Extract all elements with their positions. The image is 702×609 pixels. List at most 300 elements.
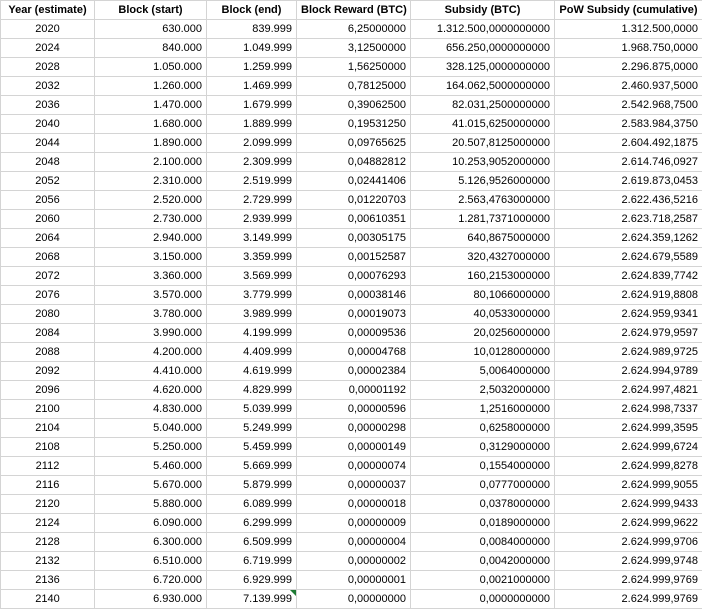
cell-year[interactable] [1, 39, 95, 58]
cell-block-end-value: 6.719.999 [243, 555, 292, 567]
cell-pow-cumulative[interactable] [555, 229, 702, 248]
cell-pow-cumulative-value: 2.583.984,3750 [622, 118, 698, 130]
cell-subsidy[interactable] [411, 400, 555, 419]
cell-pow-cumulative[interactable] [555, 191, 702, 210]
cell-year[interactable] [1, 419, 95, 438]
cell-block-reward[interactable] [297, 495, 411, 514]
cell-block-reward[interactable] [297, 267, 411, 286]
cell-year-value: 2120 [35, 498, 59, 510]
cell-pow-cumulative[interactable] [555, 476, 702, 495]
cell-block-end-value: 839.999 [252, 23, 292, 35]
cell-subsidy-value: 0,1554000000 [480, 460, 550, 472]
cell-year[interactable] [1, 514, 95, 533]
cell-block-reward-value: 0,00000074 [348, 460, 406, 472]
cell-year[interactable] [1, 286, 95, 305]
table-row [1, 267, 702, 286]
cell-block-end-value: 2.519.999 [243, 175, 292, 187]
cell-block-reward[interactable] [297, 191, 411, 210]
cell-block-end[interactable] [207, 533, 297, 552]
cell-block-start-value: 2.310.000 [153, 175, 202, 187]
cell-pow-cumulative-value: 2.622.436,5216 [622, 194, 698, 206]
cell-year[interactable] [1, 362, 95, 381]
cell-block-reward[interactable] [297, 590, 411, 609]
cell-block-end[interactable] [207, 248, 297, 267]
table-row [1, 39, 702, 58]
cell-subsidy[interactable] [411, 381, 555, 400]
cell-block-start[interactable] [95, 20, 207, 39]
table-row [1, 514, 702, 533]
cell-year[interactable] [1, 400, 95, 419]
cell-year[interactable] [1, 495, 95, 514]
cell-year[interactable] [1, 153, 95, 172]
cell-pow-cumulative[interactable] [555, 381, 702, 400]
cell-block-start[interactable] [95, 362, 207, 381]
cell-block-end[interactable] [207, 115, 297, 134]
cell-block-reward[interactable] [297, 229, 411, 248]
cell-block-start[interactable] [95, 476, 207, 495]
cell-pow-cumulative[interactable] [555, 571, 702, 590]
cell-block-end[interactable] [207, 286, 297, 305]
cell-block-end[interactable] [207, 343, 297, 362]
cell-block-end-value: 3.359.999 [243, 251, 292, 263]
cell-subsidy[interactable] [411, 172, 555, 191]
cell-block-reward-value: 0,00000018 [348, 498, 406, 510]
cell-pow-cumulative[interactable] [555, 495, 702, 514]
cell-subsidy-value: 0,3129000000 [480, 441, 550, 453]
cell-block-start[interactable] [95, 39, 207, 58]
cell-block-reward[interactable] [297, 286, 411, 305]
cell-block-end-value: 2.729.999 [243, 194, 292, 206]
cell-block-start[interactable] [95, 381, 207, 400]
cell-block-reward[interactable] [297, 476, 411, 495]
cell-subsidy-value: 0,0189000000 [480, 517, 550, 529]
cell-block-start[interactable] [95, 495, 207, 514]
cell-year[interactable] [1, 58, 95, 77]
cell-year[interactable] [1, 552, 95, 571]
cell-block-reward-value: 0,00000001 [348, 574, 406, 586]
cell-block-end-value: 6.299.999 [243, 517, 292, 529]
cell-block-end[interactable] [207, 400, 297, 419]
cell-pow-cumulative-value: 2.614.746,0927 [622, 156, 698, 168]
cell-subsidy[interactable] [411, 58, 555, 77]
cell-pow-cumulative[interactable] [555, 324, 702, 343]
cell-block-end-value: 1.259.999 [243, 61, 292, 73]
cell-year-value: 2124 [35, 517, 59, 529]
cell-block-end-value: 1.049.999 [243, 42, 292, 54]
table-row [1, 58, 702, 77]
cell-year-value: 2044 [35, 137, 59, 149]
cell-subsidy-value: 0,0777000000 [480, 479, 550, 491]
cell-block-end-value: 4.199.999 [243, 327, 292, 339]
cell-block-start-value: 6.720.000 [153, 574, 202, 586]
cell-pow-cumulative[interactable] [555, 172, 702, 191]
cell-block-end[interactable] [207, 267, 297, 286]
cell-block-reward[interactable] [297, 210, 411, 229]
cell-block-end[interactable] [207, 514, 297, 533]
cell-block-reward-value: 0,00000009 [348, 517, 406, 529]
cell-block-start-value: 4.830.000 [153, 403, 202, 415]
table-row [1, 134, 702, 153]
cell-block-start[interactable] [95, 267, 207, 286]
cell-subsidy[interactable] [411, 210, 555, 229]
cell-block-start-value: 3.990.000 [153, 327, 202, 339]
cell-pow-cumulative[interactable] [555, 134, 702, 153]
cell-pow-cumulative[interactable] [555, 590, 702, 609]
cell-block-end-value: 3.779.999 [243, 289, 292, 301]
cell-subsidy[interactable] [411, 343, 555, 362]
cell-block-start[interactable] [95, 571, 207, 590]
cell-block-start[interactable] [95, 343, 207, 362]
cell-block-end-value: 5.879.999 [243, 479, 292, 491]
cell-block-reward-value: 0,00000000 [348, 593, 406, 605]
cell-block-start[interactable] [95, 324, 207, 343]
cell-block-start[interactable] [95, 191, 207, 210]
cell-year-value: 2116 [36, 479, 60, 491]
cell-pow-cumulative-value: 2.624.999,9748 [622, 555, 698, 567]
cell-block-reward[interactable] [297, 115, 411, 134]
cell-block-start-value: 3.150.000 [153, 251, 202, 263]
cell-subsidy[interactable] [411, 457, 555, 476]
cell-block-reward-value: 0,00000002 [348, 555, 406, 567]
cell-block-reward[interactable] [297, 172, 411, 191]
cell-block-end-value: 1.679.999 [243, 99, 292, 111]
cell-year-value: 2032 [35, 80, 59, 92]
cell-pow-cumulative[interactable] [555, 305, 702, 324]
header-subsidy[interactable]: Subsidy (BTC) [411, 1, 555, 20]
cell-year-value: 2092 [35, 365, 59, 377]
cell-block-end[interactable] [207, 172, 297, 191]
cell-block-reward-value: 0,00000596 [348, 403, 406, 415]
cell-subsidy[interactable] [411, 286, 555, 305]
cell-block-end-value: 5.459.999 [243, 441, 292, 453]
cell-pow-cumulative-value: 2.623.718,2587 [622, 213, 698, 225]
cell-pow-cumulative[interactable] [555, 533, 702, 552]
cell-block-end-value: 4.619.999 [243, 365, 292, 377]
cell-year-value: 2028 [35, 61, 59, 73]
cell-block-start-value: 5.460.000 [153, 460, 202, 472]
cell-subsidy[interactable] [411, 438, 555, 457]
cell-block-end[interactable] [207, 438, 297, 457]
cell-block-end[interactable] [207, 419, 297, 438]
cell-pow-cumulative[interactable] [555, 400, 702, 419]
cell-year[interactable] [1, 134, 95, 153]
cell-year[interactable] [1, 343, 95, 362]
cell-subsidy[interactable] [411, 514, 555, 533]
table-row [1, 362, 702, 381]
cell-year-value: 2056 [35, 194, 59, 206]
cell-subsidy-value: 320,4327000000 [467, 251, 550, 263]
cell-block-start[interactable] [95, 286, 207, 305]
cell-subsidy[interactable] [411, 20, 555, 39]
cell-block-end-value: 3.989.999 [243, 308, 292, 320]
cell-block-reward[interactable] [297, 39, 411, 58]
cell-year[interactable] [1, 210, 95, 229]
table-row [1, 191, 702, 210]
cell-subsidy-value: 82.031,2500000000 [452, 99, 550, 111]
cell-year-value: 2136 [35, 574, 59, 586]
cell-block-reward[interactable] [297, 134, 411, 153]
cell-pow-cumulative[interactable] [555, 115, 702, 134]
cell-pow-cumulative[interactable] [555, 153, 702, 172]
cell-block-start[interactable] [95, 533, 207, 552]
cell-block-reward-value: 0,09765625 [348, 137, 406, 149]
cell-block-end[interactable] [207, 324, 297, 343]
cell-block-end[interactable] [207, 476, 297, 495]
cell-subsidy[interactable] [411, 267, 555, 286]
cell-block-start[interactable] [95, 400, 207, 419]
cell-year[interactable] [1, 305, 95, 324]
cell-pow-cumulative[interactable] [555, 248, 702, 267]
cell-subsidy-value: 0,0084000000 [480, 536, 550, 548]
cell-subsidy[interactable] [411, 324, 555, 343]
table-row [1, 20, 702, 39]
cell-block-start[interactable] [95, 115, 207, 134]
cell-block-end[interactable] [207, 39, 297, 58]
cell-pow-cumulative[interactable] [555, 362, 702, 381]
cell-subsidy-value: 0,0000000000 [480, 593, 550, 605]
cell-pow-cumulative-value: 2.624.959,9341 [622, 308, 698, 320]
cell-block-end[interactable] [207, 590, 297, 609]
cell-block-reward-value: 0,00000004 [348, 536, 406, 548]
cell-pow-cumulative-value: 2.296.875,0000 [622, 61, 698, 73]
cell-pow-cumulative-value: 2.624.999,9769 [622, 574, 698, 586]
cell-block-start[interactable] [95, 96, 207, 115]
cell-block-end-value: 1.889.999 [243, 118, 292, 130]
cell-block-end-value: 6.929.999 [243, 574, 292, 586]
cell-block-start-value: 2.940.000 [153, 232, 202, 244]
cell-block-end[interactable] [207, 495, 297, 514]
cell-block-reward[interactable] [297, 324, 411, 343]
cell-year-value: 2068 [35, 251, 59, 263]
error-indicator-icon[interactable] [290, 590, 296, 596]
cell-pow-cumulative-value: 2.619.873,0453 [622, 175, 698, 187]
cell-block-start-value: 5.880.000 [153, 498, 202, 510]
cell-block-start[interactable] [95, 77, 207, 96]
cell-block-start[interactable] [95, 552, 207, 571]
cell-block-reward[interactable] [297, 58, 411, 77]
cell-pow-cumulative[interactable] [555, 457, 702, 476]
cell-subsidy[interactable] [411, 191, 555, 210]
cell-block-end-value: 5.249.999 [243, 422, 292, 434]
cell-year[interactable] [1, 229, 95, 248]
cell-block-end[interactable] [207, 20, 297, 39]
cell-block-reward[interactable] [297, 514, 411, 533]
cell-block-end-value: 4.409.999 [243, 346, 292, 358]
cell-block-reward[interactable] [297, 362, 411, 381]
cell-year[interactable] [1, 191, 95, 210]
cell-year[interactable] [1, 590, 95, 609]
cell-subsidy-value: 20.507,8125000000 [452, 137, 550, 149]
cell-year-value: 2064 [35, 232, 59, 244]
cell-block-end[interactable] [207, 362, 297, 381]
cell-block-end[interactable] [207, 210, 297, 229]
cell-pow-cumulative-value: 2.624.999,9622 [622, 517, 698, 529]
cell-block-end[interactable] [207, 571, 297, 590]
cell-block-end[interactable] [207, 77, 297, 96]
cell-subsidy-value: 10,0128000000 [474, 346, 550, 358]
cell-block-reward[interactable] [297, 77, 411, 96]
cell-pow-cumulative[interactable] [555, 20, 702, 39]
table-row [1, 343, 702, 362]
cell-subsidy[interactable] [411, 305, 555, 324]
cell-subsidy[interactable] [411, 590, 555, 609]
cell-block-reward[interactable] [297, 552, 411, 571]
cell-year[interactable] [1, 115, 95, 134]
header-pow-cumulative[interactable]: PoW Subsidy (cumulative) [555, 1, 702, 20]
cell-pow-cumulative-value: 1.312.500,0000 [622, 23, 698, 35]
header-block-end[interactable]: Block (end) [207, 1, 297, 20]
cell-block-end[interactable] [207, 305, 297, 324]
cell-subsidy[interactable] [411, 552, 555, 571]
cell-block-end[interactable] [207, 191, 297, 210]
cell-pow-cumulative[interactable] [555, 438, 702, 457]
cell-block-start[interactable] [95, 134, 207, 153]
cell-block-reward[interactable] [297, 343, 411, 362]
cell-block-end-value: 5.039.999 [243, 403, 292, 415]
cell-subsidy[interactable] [411, 571, 555, 590]
cell-subsidy-value: 0,0042000000 [480, 555, 550, 567]
cell-pow-cumulative[interactable] [555, 58, 702, 77]
cell-year[interactable] [1, 172, 95, 191]
cell-subsidy[interactable] [411, 96, 555, 115]
cell-block-start[interactable] [95, 248, 207, 267]
cell-subsidy[interactable] [411, 229, 555, 248]
cell-year[interactable] [1, 20, 95, 39]
cell-block-reward[interactable] [297, 305, 411, 324]
cell-subsidy[interactable] [411, 533, 555, 552]
cell-year[interactable] [1, 381, 95, 400]
cell-year[interactable] [1, 324, 95, 343]
cell-block-end[interactable] [207, 58, 297, 77]
cell-year-value: 2020 [35, 23, 59, 35]
cell-block-start[interactable] [95, 58, 207, 77]
cell-block-reward[interactable] [297, 400, 411, 419]
cell-block-reward[interactable] [297, 248, 411, 267]
cell-block-end[interactable] [207, 153, 297, 172]
cell-year[interactable] [1, 457, 95, 476]
cell-subsidy[interactable] [411, 115, 555, 134]
cell-block-start[interactable] [95, 172, 207, 191]
table-row [1, 286, 702, 305]
cell-pow-cumulative[interactable] [555, 77, 702, 96]
cell-block-end[interactable] [207, 229, 297, 248]
table-row [1, 381, 702, 400]
cell-block-start[interactable] [95, 229, 207, 248]
cell-block-reward-value: 0,00002384 [348, 365, 406, 377]
header-block-reward[interactable]: Block Reward (BTC) [297, 1, 411, 20]
cell-pow-cumulative[interactable] [555, 286, 702, 305]
cell-block-start[interactable] [95, 590, 207, 609]
table-row [1, 495, 702, 514]
cell-block-start[interactable] [95, 438, 207, 457]
cell-block-start-value: 6.930.000 [153, 593, 202, 605]
cell-block-start[interactable] [95, 514, 207, 533]
cell-pow-cumulative[interactable] [555, 210, 702, 229]
cell-block-start-value: 6.090.000 [153, 517, 202, 529]
cell-block-reward-value: 6,25000000 [348, 23, 406, 35]
cell-block-end[interactable] [207, 457, 297, 476]
cell-year-value: 2052 [35, 175, 59, 187]
cell-block-reward[interactable] [297, 438, 411, 457]
cell-pow-cumulative[interactable] [555, 267, 702, 286]
cell-pow-cumulative[interactable] [555, 514, 702, 533]
cell-block-start-value: 3.360.000 [153, 270, 202, 282]
cell-pow-cumulative-value: 2.624.979,9597 [622, 327, 698, 339]
cell-block-reward[interactable] [297, 96, 411, 115]
cell-block-start[interactable] [95, 210, 207, 229]
cell-block-start-value: 5.250.000 [153, 441, 202, 453]
cell-subsidy[interactable] [411, 39, 555, 58]
cell-pow-cumulative[interactable] [555, 96, 702, 115]
cell-year[interactable] [1, 267, 95, 286]
cell-subsidy[interactable] [411, 476, 555, 495]
cell-pow-cumulative-value: 2.624.994,9789 [622, 365, 698, 377]
cell-block-end[interactable] [207, 96, 297, 115]
cell-subsidy-value: 5.126,9526000000 [458, 175, 550, 187]
cell-block-reward[interactable] [297, 153, 411, 172]
cell-block-end[interactable] [207, 134, 297, 153]
cell-subsidy[interactable] [411, 248, 555, 267]
cell-block-start-value: 2.520.000 [153, 194, 202, 206]
header-year[interactable]: Year (estimate) [1, 1, 95, 20]
cell-year[interactable] [1, 96, 95, 115]
cell-subsidy[interactable] [411, 134, 555, 153]
cell-year[interactable] [1, 248, 95, 267]
table-row [1, 210, 702, 229]
cell-block-start[interactable] [95, 419, 207, 438]
table-body [1, 20, 702, 609]
cell-pow-cumulative[interactable] [555, 552, 702, 571]
cell-year-value: 2128 [35, 536, 59, 548]
cell-year[interactable] [1, 438, 95, 457]
cell-block-start-value: 5.670.000 [153, 479, 202, 491]
cell-block-reward-value: 0,02441406 [348, 175, 406, 187]
cell-year[interactable] [1, 77, 95, 96]
cell-year[interactable] [1, 533, 95, 552]
cell-pow-cumulative[interactable] [555, 343, 702, 362]
cell-subsidy[interactable] [411, 362, 555, 381]
cell-block-reward[interactable] [297, 457, 411, 476]
cell-pow-cumulative[interactable] [555, 39, 702, 58]
cell-year[interactable] [1, 476, 95, 495]
table-row [1, 115, 702, 134]
cell-block-start-value: 6.510.000 [153, 555, 202, 567]
cell-block-reward[interactable] [297, 20, 411, 39]
header-block-start[interactable]: Block (start) [95, 1, 207, 20]
cell-pow-cumulative[interactable] [555, 419, 702, 438]
cell-subsidy[interactable] [411, 419, 555, 438]
cell-block-reward[interactable] [297, 419, 411, 438]
cell-subsidy[interactable] [411, 153, 555, 172]
cell-year-value: 2088 [35, 346, 59, 358]
cell-subsidy[interactable] [411, 77, 555, 96]
cell-subsidy[interactable] [411, 495, 555, 514]
cell-block-start[interactable] [95, 457, 207, 476]
cell-block-end[interactable] [207, 381, 297, 400]
table-row [1, 476, 702, 495]
cell-block-start[interactable] [95, 153, 207, 172]
cell-block-start-value: 1.050.000 [153, 61, 202, 73]
cell-year[interactable] [1, 571, 95, 590]
cell-pow-cumulative-value: 2.624.999,3595 [622, 422, 698, 434]
cell-block-start[interactable] [95, 305, 207, 324]
cell-subsidy-value: 640,8675000000 [467, 232, 550, 244]
cell-block-reward[interactable] [297, 381, 411, 400]
cell-block-end-value: 2.309.999 [243, 156, 292, 168]
cell-block-reward[interactable] [297, 533, 411, 552]
cell-block-end[interactable] [207, 552, 297, 571]
cell-block-reward[interactable] [297, 571, 411, 590]
